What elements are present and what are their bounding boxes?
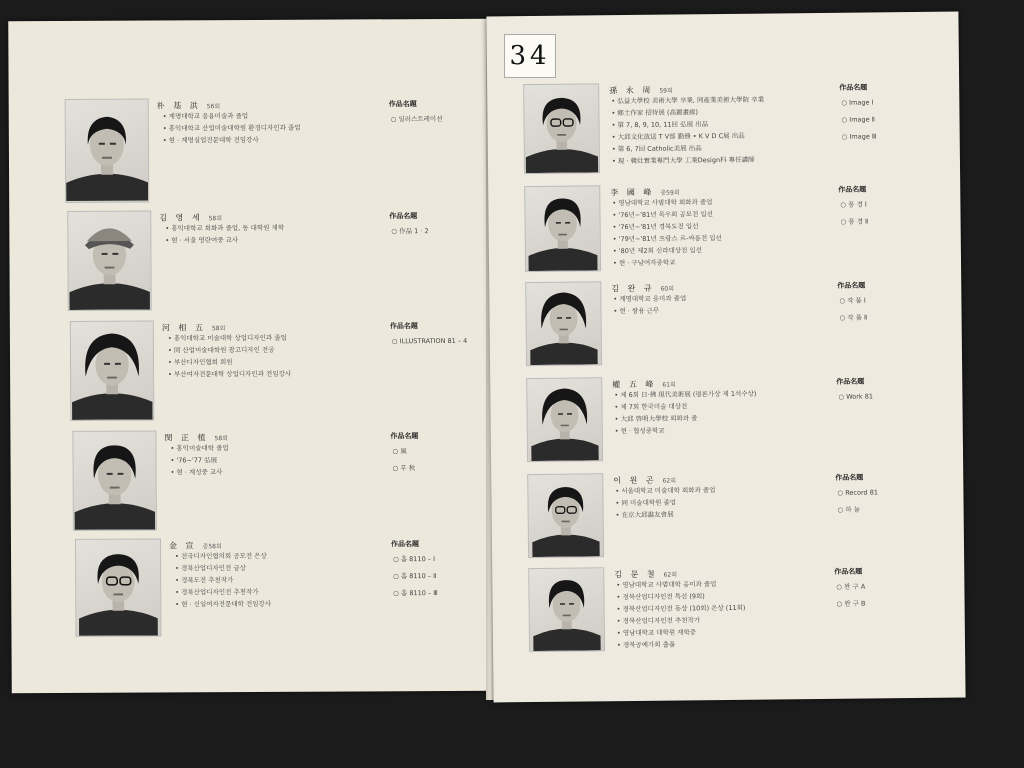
works-heading: 作品名題 bbox=[834, 567, 863, 576]
career-list: • 영남대학교 사범대학 응미과 졸업 • 경북산업디자인전 특선 (9회) • 경북산업디자인전 동상 (10회) 은상 (11회) • 경북산업디자인전 추천작가 • 영남대학교 대학원 재학중 • 경북공예가회 출품 bbox=[616, 578, 746, 651]
portrait-photo bbox=[524, 185, 601, 272]
career-list: • 弘益大學校 美術大學 卒業, 同產業美術大學院 卒業 • 鄕土作家 招待展 (高麗畫廊) • 第 7, 8, 9, 10, 11回 弘展 出品 • 大邱文化放送 T V部 勤務 • K V D C展 出品 • 第 6, 7回 Catholic美展 出品 • 現 · 韓灶實業專門大學 工業Design科 專任講師 bbox=[611, 94, 764, 168]
works-list: ○ Image Ⅰ ○ Image Ⅱ ○ Image Ⅲ bbox=[841, 94, 876, 145]
artist-name: 김 영 세 58회 bbox=[159, 213, 223, 223]
works-heading: 作品名題 bbox=[390, 432, 419, 441]
works-heading: 作品名題 bbox=[836, 377, 865, 386]
artist-name: 閔 正 植 58회 bbox=[164, 433, 228, 443]
portrait-photo bbox=[523, 83, 600, 174]
page-number: 34 bbox=[504, 34, 556, 78]
career-list: • 서울대학교 미술대학 회화과 졸업 • 同 미술대학원 졸업 • 在京大邱畵友會展 bbox=[615, 484, 715, 521]
career-list: • 홍익미술대학 졸업 • '76~'77 弘展 • 현 · 계성중 교사 bbox=[170, 442, 228, 478]
works-heading: 作品名題 bbox=[837, 281, 866, 290]
works-list: ○ Record 81 ○ 하 늘 bbox=[837, 484, 878, 518]
portrait-photo bbox=[526, 377, 603, 462]
portrait-photo bbox=[72, 430, 157, 530]
works-list: ○ 흠 8110 – Ⅰ ○ 흠 8110 – Ⅱ ○ 흠 8110 – Ⅲ bbox=[393, 551, 438, 602]
works-list: ○ ILLUSTRATION 81 – 4 bbox=[392, 333, 467, 350]
career-list: • 홍익대학교 회화과 졸업, 동 대학원 재학 • 현 · 서울 영란여중 교사 bbox=[165, 222, 284, 247]
career-list: • 계명대학교 응용미술과 졸업 • 홍익대학교 산업미술대학원 환경디자인과 졸업 • 현 · 계명실업전문대학 전임강사 bbox=[163, 110, 301, 147]
artist-name: 金 宣 중58회 bbox=[168, 541, 222, 551]
portrait-photo bbox=[525, 281, 602, 366]
works-list: ○ Work 81 bbox=[838, 388, 873, 405]
works-list: ○ 일러스트레이션 bbox=[391, 111, 443, 128]
works-heading: 作品名題 bbox=[838, 185, 867, 194]
portrait-photo bbox=[70, 321, 155, 421]
works-heading: 作品名題 bbox=[389, 322, 418, 331]
works-heading: 作品名題 bbox=[835, 473, 864, 482]
career-list: • 홍익대학교 미술대학 상업디자인과 졸업 • 同 산업미술대학원 광고디자인 전공 • 부산디자인협회 회원 • 부산여자전문대학 상업디자인과 전임강사 bbox=[168, 332, 291, 381]
artist-name: 김 문 철 62회 bbox=[614, 569, 678, 580]
career-list: • 전국디자인협의회 공모전 은상 • 경북산업디자인전 금상 • 경북도전 추천작가 • 경북산업디자인전 추천작가 • 현 · 신일여자전문대학 전임강사 bbox=[175, 550, 271, 611]
artist-name: 孫 永 周 59회 bbox=[609, 85, 673, 96]
works-list: ○ 風 ○ 무 秋 bbox=[392, 443, 415, 477]
artist-name: 朴 基 洪 56회 bbox=[156, 101, 221, 111]
works-list: ○ 완 구 A ○ 완 구 B bbox=[836, 579, 865, 613]
portrait-photo bbox=[65, 99, 150, 203]
portrait-photo bbox=[75, 538, 162, 636]
portrait-photo bbox=[527, 473, 604, 558]
artist-name: 權 五 峰 61회 bbox=[612, 379, 676, 390]
artist-name: 李 國 峰 중59회 bbox=[610, 187, 680, 198]
career-list: • 영남대학교 사범대학 회화과 졸업 • '76년~'81년 목우회 공모전 입선 • '76년~'81년 경북도전 입선 • '79년~'81년 프랑스 르-싸롱전 입선 • '80년 제2회 신라대상전 입선 • 현 · 구남여자중학교 bbox=[612, 196, 722, 269]
works-heading: 作品名題 bbox=[390, 540, 420, 549]
works-list: ○ 풍 경 Ⅰ ○ 풍 경 Ⅱ bbox=[840, 197, 868, 231]
works-list: ○ 作品 1 · 2 bbox=[391, 223, 428, 240]
career-list: • 제 6회 日·佛 現代美術展 (평론가상 제 1석수상) • 제 7회 한국미술 대상전 • 大邱 啓明大學校 회화과 졸 • 현 · 협성중학교 bbox=[614, 388, 757, 437]
right-page bbox=[486, 12, 965, 703]
career-list: • 계명대학교 응미과 졸업 • 현 · 쌍용 근무 bbox=[613, 292, 686, 317]
portrait-photo bbox=[67, 211, 152, 311]
left-page bbox=[8, 19, 494, 694]
works-heading: 作品名題 bbox=[389, 212, 418, 221]
artist-name: 河 相 五 58회 bbox=[161, 323, 226, 333]
artist-name: 이 원 곤 62회 bbox=[613, 475, 677, 486]
artist-name: 김 완 규 60회 bbox=[611, 283, 675, 294]
portrait-photo bbox=[528, 567, 605, 652]
works-heading: 作品名題 bbox=[388, 100, 417, 109]
works-list: ○ 작 품 Ⅰ ○ 작 품 Ⅱ bbox=[839, 293, 867, 327]
works-heading: 作品名題 bbox=[839, 83, 868, 92]
